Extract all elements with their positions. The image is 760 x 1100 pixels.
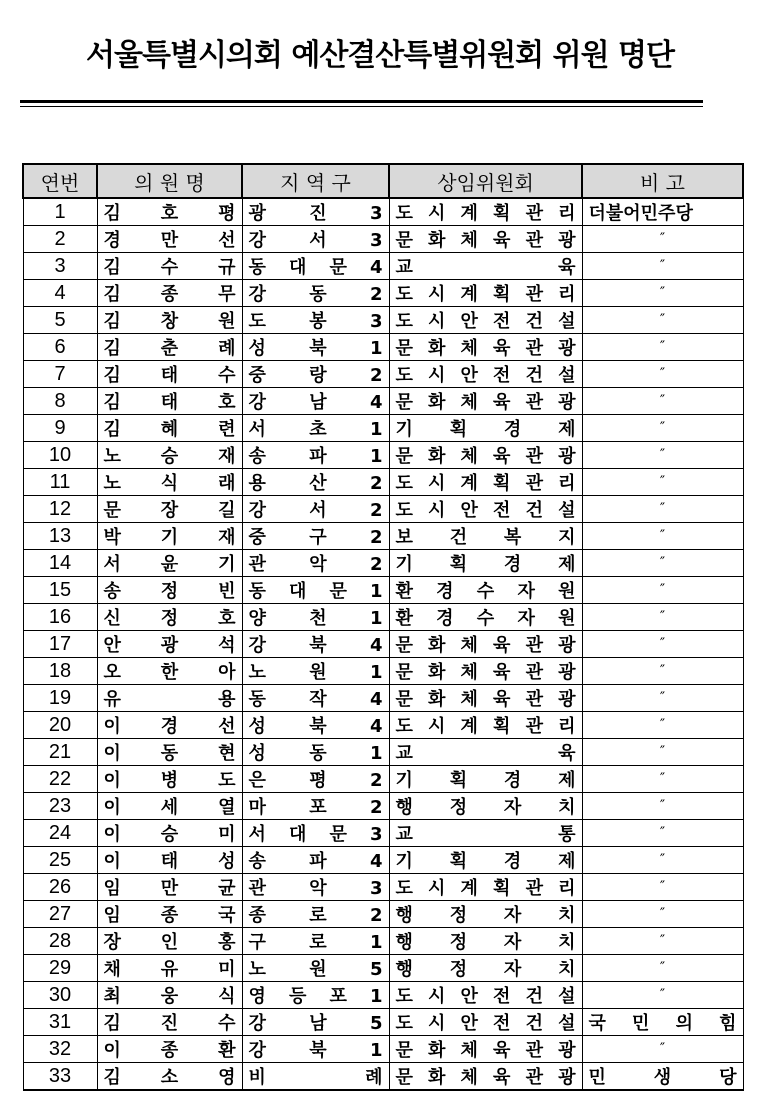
- row-number: 31: [23, 1009, 97, 1036]
- row-number: 27: [23, 901, 97, 928]
- table-row: [23, 1009, 743, 1036]
- member-district: 성 북 4: [242, 712, 389, 739]
- header-name: 의 원 명: [97, 164, 242, 198]
- member-name: 김 진 수: [97, 1009, 242, 1036]
- member-name: 이 승 미: [97, 820, 242, 847]
- header-number: 연번: [23, 164, 97, 198]
- table-row: [23, 685, 743, 712]
- row-number: 15: [23, 577, 97, 604]
- member-note: ″: [582, 1036, 743, 1063]
- member-committee: 도 시 안 전 건 설: [389, 496, 582, 523]
- member-district: 강 동 2: [242, 280, 389, 307]
- member-district: 관 악 2: [242, 550, 389, 577]
- member-district: 동 대 문 1: [242, 577, 389, 604]
- table-row: [23, 820, 743, 847]
- row-number: 30: [23, 982, 97, 1009]
- member-district: 성 북 1: [242, 334, 389, 361]
- member-name: 노 승 재: [97, 442, 242, 469]
- member-name: 이 종 환: [97, 1036, 242, 1063]
- member-name: 김 창 원: [97, 307, 242, 334]
- member-name: 박 기 재: [97, 523, 242, 550]
- row-number: 6: [23, 334, 97, 361]
- table-row: [23, 307, 743, 334]
- title-divider: [20, 100, 703, 103]
- row-number: 3: [23, 253, 97, 280]
- member-committee: 문 화 체 육 관 광: [389, 631, 582, 658]
- member-note: ″: [582, 334, 743, 361]
- member-district: 중 구 2: [242, 523, 389, 550]
- row-number: 14: [23, 550, 97, 577]
- table-row: [23, 523, 743, 550]
- member-name: 김 수 규: [97, 253, 242, 280]
- member-note: ″: [582, 361, 743, 388]
- row-number: 33: [23, 1063, 97, 1091]
- member-district: 광 진 3: [242, 198, 389, 226]
- member-district: 동 대 문 4: [242, 253, 389, 280]
- member-committee: 교 육: [389, 253, 582, 280]
- row-number: 11: [23, 469, 97, 496]
- table-row: [23, 847, 743, 874]
- member-committee: 행 정 자 치: [389, 901, 582, 928]
- member-committee: 도 시 계 획 관 리: [389, 874, 582, 901]
- member-note: ″: [582, 469, 743, 496]
- table-row: [23, 226, 743, 253]
- member-note: ″: [582, 820, 743, 847]
- member-committee: 기 획 경 제: [389, 766, 582, 793]
- member-district: 용 산 2: [242, 469, 389, 496]
- member-district: 영 등 포 1: [242, 982, 389, 1009]
- member-note: 민 생 당: [582, 1063, 743, 1091]
- member-committee: 문 화 체 육 관 광: [389, 658, 582, 685]
- member-name: 임 만 균: [97, 874, 242, 901]
- row-number: 9: [23, 415, 97, 442]
- member-committee: 기 획 경 제: [389, 550, 582, 577]
- member-committee: 도 시 계 획 관 리: [389, 198, 582, 226]
- member-committee: 기 획 경 제: [389, 847, 582, 874]
- member-note: ″: [582, 739, 743, 766]
- member-name: 송 정 빈: [97, 577, 242, 604]
- member-district: 도 봉 3: [242, 307, 389, 334]
- row-number: 13: [23, 523, 97, 550]
- member-committee: 기 획 경 제: [389, 415, 582, 442]
- member-district: 양 천 1: [242, 604, 389, 631]
- member-district: 관 악 3: [242, 874, 389, 901]
- table-row: [23, 739, 743, 766]
- member-name: 이 세 열: [97, 793, 242, 820]
- member-committee: 환 경 수 자 원: [389, 604, 582, 631]
- member-note: ″: [582, 766, 743, 793]
- member-note: 더불어민주당: [582, 198, 743, 226]
- member-committee: 문 화 체 육 관 광: [389, 226, 582, 253]
- row-number: 32: [23, 1036, 97, 1063]
- row-number: 17: [23, 631, 97, 658]
- member-committee: 문 화 체 육 관 광: [389, 685, 582, 712]
- member-name: 채 유 미: [97, 955, 242, 982]
- member-district: 종 로 2: [242, 901, 389, 928]
- member-note: ″: [582, 793, 743, 820]
- table-row: [23, 577, 743, 604]
- member-district: 서 초 1: [242, 415, 389, 442]
- member-district: 송 파 1: [242, 442, 389, 469]
- row-number: 19: [23, 685, 97, 712]
- member-name: 문 장 길: [97, 496, 242, 523]
- member-name: 신 정 호: [97, 604, 242, 631]
- member-note: ″: [582, 280, 743, 307]
- member-note: ″: [582, 631, 743, 658]
- member-note: ″: [582, 874, 743, 901]
- member-district: 강 서 2: [242, 496, 389, 523]
- member-committee: 문 화 체 육 관 광: [389, 1063, 582, 1091]
- table-row: [23, 1036, 743, 1063]
- table-row: [23, 198, 743, 226]
- member-district: 노 원 5: [242, 955, 389, 982]
- table-row: [23, 901, 743, 928]
- table-row: [23, 253, 743, 280]
- member-name: 이 태 성: [97, 847, 242, 874]
- member-district: 송 파 4: [242, 847, 389, 874]
- member-note: ″: [582, 496, 743, 523]
- member-name: 김 혜 련: [97, 415, 242, 442]
- member-note: ″: [582, 253, 743, 280]
- member-committee: 행 정 자 치: [389, 955, 582, 982]
- member-committee: 행 정 자 치: [389, 793, 582, 820]
- title-divider-thin: [20, 106, 703, 107]
- table-row: [23, 469, 743, 496]
- table-row: [23, 631, 743, 658]
- member-district: 중 랑 2: [242, 361, 389, 388]
- header-district: 지 역 구: [242, 164, 389, 198]
- row-number: 24: [23, 820, 97, 847]
- header-note: 비 고: [582, 164, 743, 198]
- member-committee: 문 화 체 육 관 광: [389, 1036, 582, 1063]
- member-name: 김 태 호: [97, 388, 242, 415]
- row-number: 21: [23, 739, 97, 766]
- member-committee: 문 화 체 육 관 광: [389, 334, 582, 361]
- row-number: 25: [23, 847, 97, 874]
- member-committee: 도 시 안 전 건 설: [389, 1009, 582, 1036]
- row-number: 16: [23, 604, 97, 631]
- member-name: 김 태 수: [97, 361, 242, 388]
- row-number: 10: [23, 442, 97, 469]
- member-district: 구 로 1: [242, 928, 389, 955]
- member-committee: 문 화 체 육 관 광: [389, 442, 582, 469]
- member-district: 은 평 2: [242, 766, 389, 793]
- row-number: 28: [23, 928, 97, 955]
- row-number: 29: [23, 955, 97, 982]
- member-district: 노 원 1: [242, 658, 389, 685]
- member-committee: 교 통: [389, 820, 582, 847]
- member-note: ″: [582, 955, 743, 982]
- member-committee: 행 정 자 치: [389, 928, 582, 955]
- member-committee: 도 시 계 획 관 리: [389, 712, 582, 739]
- member-committee: 도 시 계 획 관 리: [389, 469, 582, 496]
- table-row: [23, 793, 743, 820]
- table-row: [23, 766, 743, 793]
- table-row: [23, 442, 743, 469]
- member-name: 유 용: [97, 685, 242, 712]
- member-name: 서 윤 기: [97, 550, 242, 577]
- member-note: ″: [582, 388, 743, 415]
- header-committee: 상임위원회: [389, 164, 582, 198]
- member-name: 임 종 국: [97, 901, 242, 928]
- table-row: [23, 496, 743, 523]
- member-name: 최 웅 식: [97, 982, 242, 1009]
- member-note: ″: [582, 442, 743, 469]
- member-note: ″: [582, 685, 743, 712]
- member-name: 김 소 영: [97, 1063, 242, 1091]
- table-row: [23, 712, 743, 739]
- row-number: 26: [23, 874, 97, 901]
- member-committee: 교 육: [389, 739, 582, 766]
- member-name: 장 인 홍: [97, 928, 242, 955]
- member-name: 이 동 현: [97, 739, 242, 766]
- table-row: [23, 604, 743, 631]
- member-name: 김 종 무: [97, 280, 242, 307]
- member-note: ″: [582, 847, 743, 874]
- member-district: 강 북 4: [242, 631, 389, 658]
- member-district: 강 북 1: [242, 1036, 389, 1063]
- member-committee: 도 시 안 전 건 설: [389, 307, 582, 334]
- member-district: 강 남 5: [242, 1009, 389, 1036]
- row-number: 8: [23, 388, 97, 415]
- page-title: 서울특별시의회 예산결산특별위원회 위원 명단: [86, 38, 674, 73]
- member-committee: 도 시 안 전 건 설: [389, 361, 582, 388]
- member-note: ″: [582, 550, 743, 577]
- member-name: 노 식 래: [97, 469, 242, 496]
- member-district: 성 동 1: [242, 739, 389, 766]
- member-note: ″: [582, 307, 743, 334]
- member-name: 김 호 평: [97, 198, 242, 226]
- member-committee: 도 시 계 획 관 리: [389, 280, 582, 307]
- member-district: 서 대 문 3: [242, 820, 389, 847]
- member-note: ″: [582, 577, 743, 604]
- table-row: [23, 280, 743, 307]
- table-row: [23, 955, 743, 982]
- member-note: ″: [582, 658, 743, 685]
- table-row: [23, 388, 743, 415]
- member-note: ″: [582, 415, 743, 442]
- table-row: [23, 928, 743, 955]
- table-row: [23, 334, 743, 361]
- member-district: 강 남 4: [242, 388, 389, 415]
- row-number: 22: [23, 766, 97, 793]
- member-note: ″: [582, 928, 743, 955]
- table-row: [23, 415, 743, 442]
- member-note: ″: [582, 901, 743, 928]
- member-note: ″: [582, 226, 743, 253]
- row-number: 7: [23, 361, 97, 388]
- member-district: 비 례: [242, 1063, 389, 1091]
- table-row: [23, 550, 743, 577]
- table-row: [23, 361, 743, 388]
- member-committee: 문 화 체 육 관 광: [389, 388, 582, 415]
- member-district: 강 서 3: [242, 226, 389, 253]
- row-number: 1: [23, 198, 97, 226]
- member-committee: 도 시 안 전 건 설: [389, 982, 582, 1009]
- row-number: 2: [23, 226, 97, 253]
- member-district: 동 작 4: [242, 685, 389, 712]
- row-number: 12: [23, 496, 97, 523]
- member-note: ″: [582, 982, 743, 1009]
- member-committee: 환 경 수 자 원: [389, 577, 582, 604]
- member-name: 김 춘 례: [97, 334, 242, 361]
- table-row: [23, 1063, 743, 1091]
- member-note: ″: [582, 604, 743, 631]
- member-table: [22, 163, 744, 1091]
- member-note: ″: [582, 712, 743, 739]
- member-name: 경 만 선: [97, 226, 242, 253]
- row-number: 4: [23, 280, 97, 307]
- row-number: 18: [23, 658, 97, 685]
- table-row: [23, 982, 743, 1009]
- member-name: 안 광 석: [97, 631, 242, 658]
- member-name: 이 병 도: [97, 766, 242, 793]
- member-committee: 보 건 복 지: [389, 523, 582, 550]
- member-note: ″: [582, 523, 743, 550]
- table-row: [23, 874, 743, 901]
- row-number: 23: [23, 793, 97, 820]
- table-header-row: [23, 164, 743, 198]
- row-number: 5: [23, 307, 97, 334]
- member-district: 마 포 2: [242, 793, 389, 820]
- member-note: 국 민 의 힘: [582, 1009, 743, 1036]
- table-row: [23, 658, 743, 685]
- member-name: 오 한 아: [97, 658, 242, 685]
- row-number: 20: [23, 712, 97, 739]
- member-name: 이 경 선: [97, 712, 242, 739]
